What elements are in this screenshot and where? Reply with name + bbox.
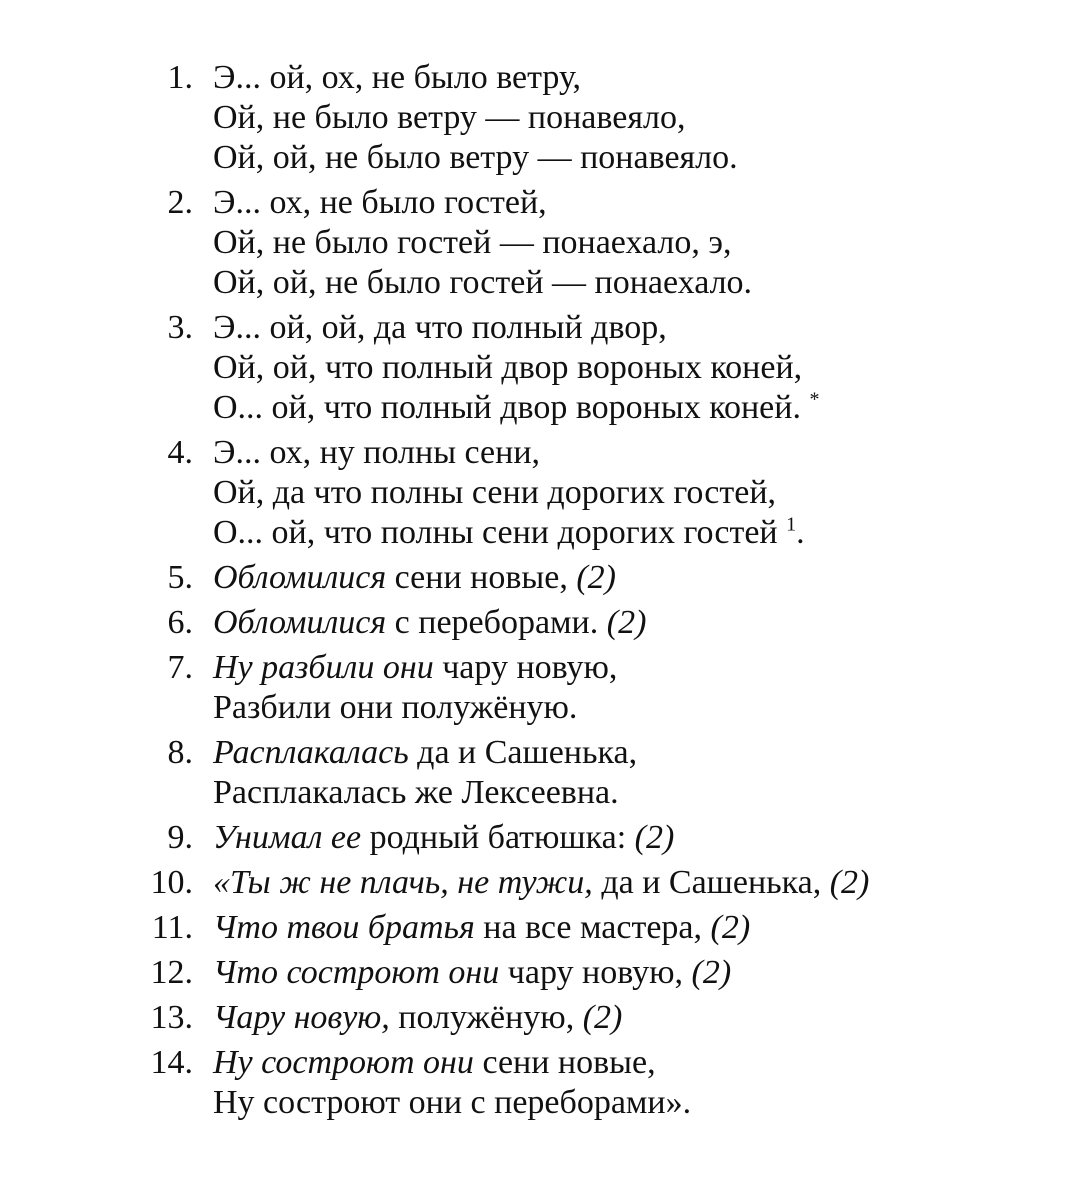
verse-line — [0, 348, 1071, 388]
stanza — [0, 733, 1071, 813]
verse-text: Ой, не было гостей — понаехало, э, — [213, 224, 732, 261]
stanza-number: 5. — [167, 559, 193, 596]
verse-line — [0, 58, 1071, 98]
stanza — [0, 308, 1071, 428]
verse-line — [0, 138, 1071, 178]
verse-text: Э... ой, ой, да что полный двор, — [213, 309, 667, 346]
stanza — [0, 908, 1071, 948]
verse-text: чару новую, — [433, 649, 618, 686]
stanza-number: 13. — [150, 999, 193, 1036]
emphasized-text: (2) — [634, 819, 675, 856]
stanza-number: 7. — [167, 649, 193, 686]
verse-line — [0, 818, 1071, 858]
verse-line — [0, 308, 1071, 348]
stanza — [0, 648, 1071, 728]
stanza — [0, 998, 1071, 1038]
stanza-number: 2. — [167, 184, 193, 221]
verse-line — [0, 263, 1071, 303]
verse-text: Ой, да что полны сени дорогих гостей, — [213, 474, 777, 511]
verse-text: Ой, не было ветру — понавеяло, — [213, 99, 686, 136]
verse-text: полужёную, — [389, 999, 583, 1036]
verse-text: да и Сашенька, — [592, 864, 830, 901]
emphasized-text: Что состроют они — [213, 954, 500, 991]
song-text — [0, 58, 1071, 1128]
verse-line — [0, 648, 1071, 688]
footnote-marker: * — [809, 388, 820, 411]
stanza-number: 8. — [167, 734, 193, 771]
stanza-number: 3. — [167, 309, 193, 346]
emphasized-text: (2) — [606, 604, 647, 641]
verse-text: Ну состроют они с переборами». — [213, 1084, 692, 1121]
verse-line — [0, 1083, 1071, 1123]
verse-text: сени новые, — [473, 1044, 656, 1081]
emphasized-text: Что твои братья — [213, 909, 475, 946]
emphasized-text: (2) — [576, 559, 616, 596]
verse-text: Э... ой, ох, не было ветру, — [213, 59, 582, 96]
verse-text: сени новые, — [386, 559, 577, 596]
emphasized-text: (2) — [691, 954, 732, 991]
verse-text: . — [796, 514, 805, 551]
emphasized-text: Ну состроют они — [213, 1044, 474, 1081]
verse-text: на все мастера, — [474, 909, 711, 946]
verse-line — [0, 223, 1071, 263]
verse-text: Расплакалась же Лексеевна. — [213, 774, 619, 811]
emphasized-text: «Ты ж не плачь, не тужи, — [213, 864, 593, 901]
stanza — [0, 58, 1071, 178]
verse-text: Э... ох, не было гостей, — [213, 184, 547, 221]
verse-line — [0, 433, 1071, 473]
verse-text: Э... ох, ну полны сени, — [213, 434, 541, 471]
stanza-number: 6. — [167, 604, 193, 641]
emphasized-text: Обломилися — [213, 559, 387, 596]
stanza — [0, 818, 1071, 858]
verse-line — [0, 733, 1071, 773]
emphasized-text: Унимал ее — [213, 819, 362, 856]
verse-line — [0, 473, 1071, 513]
stanza-number: 11. — [151, 909, 193, 946]
verse-line — [0, 688, 1071, 728]
emphasized-text: Чару новую, — [213, 999, 390, 1036]
stanza — [0, 433, 1071, 553]
stanza-number: 12. — [150, 954, 193, 991]
emphasized-text: (2) — [582, 999, 623, 1036]
verse-line — [0, 603, 1071, 643]
verse-line — [0, 953, 1071, 993]
verse-text: Ой, ой, не было ветру — понавеяло. — [213, 139, 738, 176]
verse-line — [0, 388, 1071, 428]
emphasized-text: Расплакалась — [213, 734, 409, 771]
stanza-number: 10. — [150, 864, 193, 901]
stanza — [0, 183, 1071, 303]
stanza — [0, 603, 1071, 643]
stanza-number: 1. — [167, 59, 193, 96]
stanza — [0, 558, 1071, 598]
verse-line — [0, 773, 1071, 813]
verse-text: родный батюшка: — [361, 819, 635, 856]
verse-text: Ой, ой, что полный двор вороных коней, — [213, 349, 803, 386]
stanza — [0, 1043, 1071, 1123]
emphasized-text: Обломилися — [213, 604, 387, 641]
stanza-number: 4. — [167, 434, 193, 471]
verse-text: Разбили они полужёную. — [213, 689, 578, 726]
verse-text: с переборами. — [386, 604, 607, 641]
stanza — [0, 953, 1071, 993]
verse-text: да и Сашенька, — [408, 734, 638, 771]
verse-text: Ой, ой, не было гостей — понаехало. — [213, 264, 753, 301]
emphasized-text: (2) — [829, 864, 870, 901]
verse-line — [0, 1043, 1071, 1083]
verse-line — [0, 183, 1071, 223]
verse-text: О... ой, что полны сени дорогих гостей — [213, 514, 787, 551]
verse-line — [0, 863, 1071, 903]
emphasized-text: Ну разбили они — [213, 649, 434, 686]
verse-line — [0, 98, 1071, 138]
verse-line — [0, 998, 1071, 1038]
verse-line — [0, 513, 1071, 553]
stanza — [0, 863, 1071, 903]
verse-line — [0, 558, 1071, 598]
verse-text: О... ой, что полный двор вороных коней. — [213, 389, 810, 426]
verse-line — [0, 908, 1071, 948]
stanza-number: 14. — [150, 1044, 193, 1081]
emphasized-text: (2) — [710, 909, 751, 946]
footnote-marker: 1 — [786, 513, 797, 536]
verse-text: чару новую, — [499, 954, 692, 991]
stanza-number: 9. — [167, 819, 193, 856]
